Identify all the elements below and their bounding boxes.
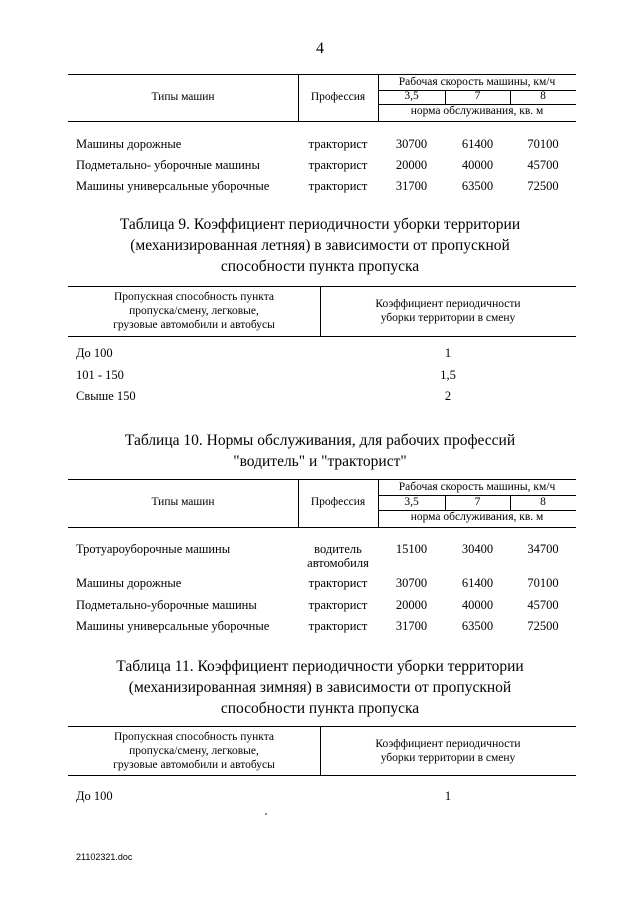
table11-col2-header: Коэффициент периодичности уборки территории в смену xyxy=(375,738,521,764)
header-speed-3: 8 xyxy=(540,496,546,508)
header-speed-1: 3,5 xyxy=(404,496,419,508)
header-norm: норма обслуживания, кв. м xyxy=(410,511,544,523)
table9-caption: Таблица 9. Коэффициент периодичности уборки территории (механизированная летняя) в зависимости от пропускной способности пункта пропуска xyxy=(119,216,521,275)
header-speed-3: 8 xyxy=(540,90,546,102)
header-speed-2: 7 xyxy=(474,496,481,508)
table9-col1-header: Пропускная способность пункта пропуска/смену, легковые, грузовые автомобили и автобусы xyxy=(113,291,275,331)
table9-col2-header: Коэффициент периодичности уборки территории в смену xyxy=(375,298,521,324)
footer-filename: 21102321.doc xyxy=(76,852,133,862)
header-profession: Профессия xyxy=(310,496,366,508)
table11-col1-header: Пропускная способность пункта пропуска/смену, легковые, грузовые автомобили и автобусы xyxy=(113,731,275,771)
header-norm: норма обслуживания, кв. м xyxy=(410,105,544,117)
table10-caption: Таблица 10. Нормы обслуживания, для рабочих профессий "водитель" и "тракторист" xyxy=(124,432,516,470)
table11-caption: Таблица 11. Коэффициент периодичности уборки территории (механизированная зимняя) в зависимости от пропускной способности пункта пропуска xyxy=(116,658,524,717)
header-speed-1: 3,5 xyxy=(404,90,419,102)
header-types: Типы машин xyxy=(151,91,215,103)
scan-speck xyxy=(265,813,267,815)
header-types: Типы машин xyxy=(151,496,215,508)
header-speed: Рабочая скорость машины, км/ч xyxy=(398,76,556,88)
header-profession: Профессия xyxy=(310,91,366,103)
header-speed: Рабочая скорость машины, км/ч xyxy=(398,481,556,493)
header-speed-2: 7 xyxy=(474,90,481,102)
page-number: 4 xyxy=(316,40,324,57)
